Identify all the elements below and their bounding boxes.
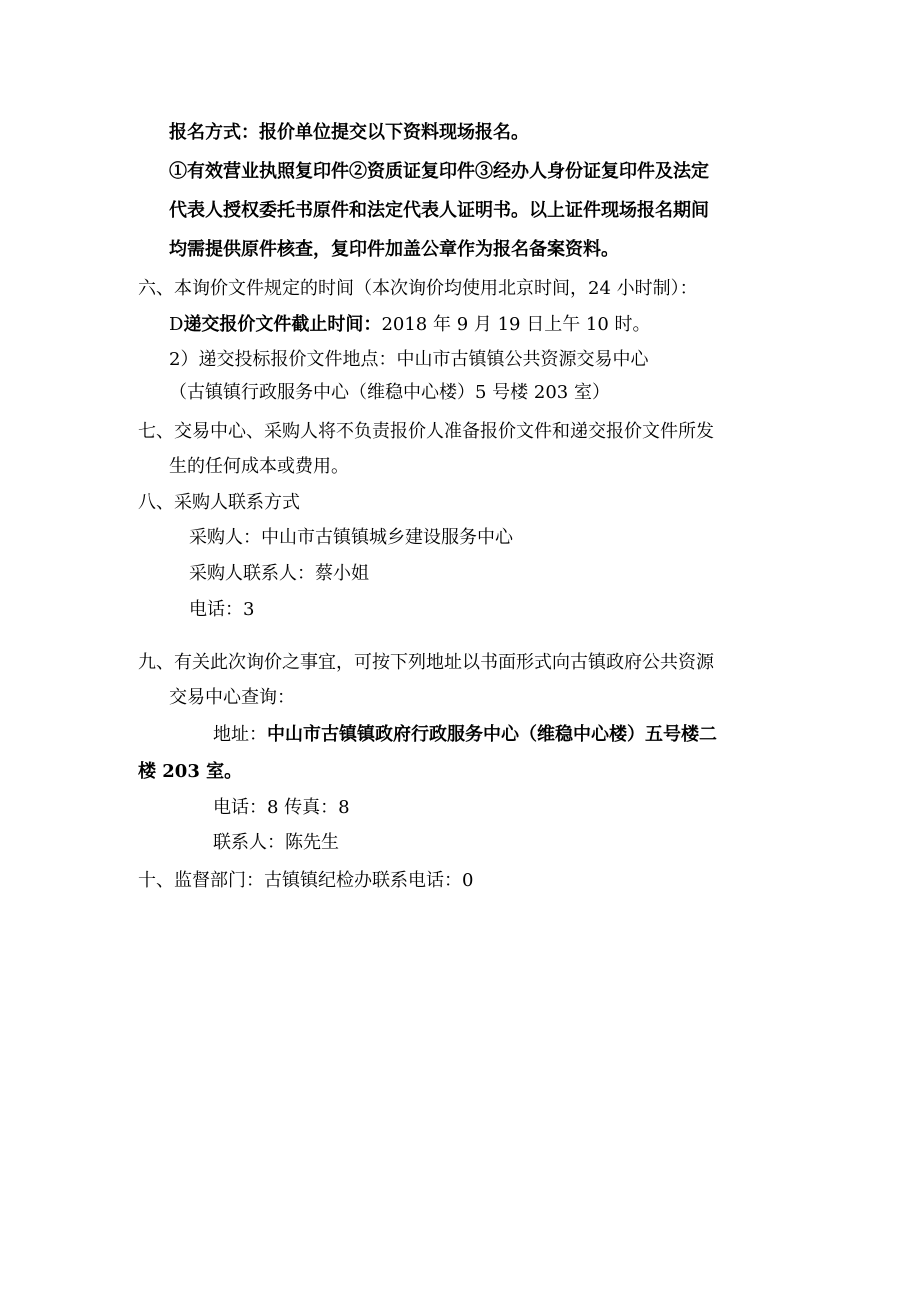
section7-line2: 生的任何成本或费用。 [169,456,349,477]
deadline-value: 2018 年 9 月 19 日上午 10 时。 [381,314,651,335]
deadline-prefix: D [169,314,184,335]
section6-location-line2: （古镇镇行政服务中心（维稳中心楼）5 号楼 203 室） [169,382,610,403]
section8-purchaser: 采购人：中山市古镇镇城乡建设服务中心 [189,527,513,548]
registration-materials-line3: 均需提供原件核查，复印件加盖公章作为报名备案资料。 [169,239,619,260]
registration-materials-line2: 代表人授权委托书原件和法定代表人证明书。以上证件现场报名期间 [169,200,709,221]
section6-location-line1: 2）递交投标报价文件地点：中山市古镇镇公共资源交易中心 [169,349,649,370]
section10-supervision: 十、监督部门：古镇镇纪检办联系电话：0 [138,870,474,891]
section9-line1: 九、有关此次询价之事宜，可按下列地址以书面形式向古镇政府公共资源 [138,652,714,673]
section9-address-line2: 楼 203 室。 [138,761,243,782]
registration-method: 报名方式：报价单位提交以下资料现场报名。 [169,122,529,143]
address-value: 中山市古镇镇政府行政服务中心（维稳中心楼）五号楼二 [267,724,717,745]
section7-line1: 七、交易中心、采购人将不负责报价人准备报价文件和递交报价文件所发 [138,421,714,442]
section9-address [213,723,717,747]
deadline-label: 递交报价文件截止时间： [183,314,382,335]
section6-deadline [169,313,651,337]
section8-heading: 八、采购人联系方式 [138,492,300,513]
section9-phone-fax: 电话：8 传真：8 [213,797,350,818]
section8-phone: 电话：3 [189,599,255,620]
address-label: 地址： [213,724,267,745]
section6-heading: 六、本询价文件规定的时间（本次询价均使用北京时间，24 小时制）： [138,278,698,299]
registration-materials-line1: ①有效营业执照复印件②资质证复印件③经办人身份证复印件及法定 [169,161,709,182]
section9-contact: 联系人：陈先生 [213,832,339,853]
section8-contact: 采购人联系人：蔡小姐 [189,563,369,584]
section9-line2: 交易中心查询： [169,687,295,708]
